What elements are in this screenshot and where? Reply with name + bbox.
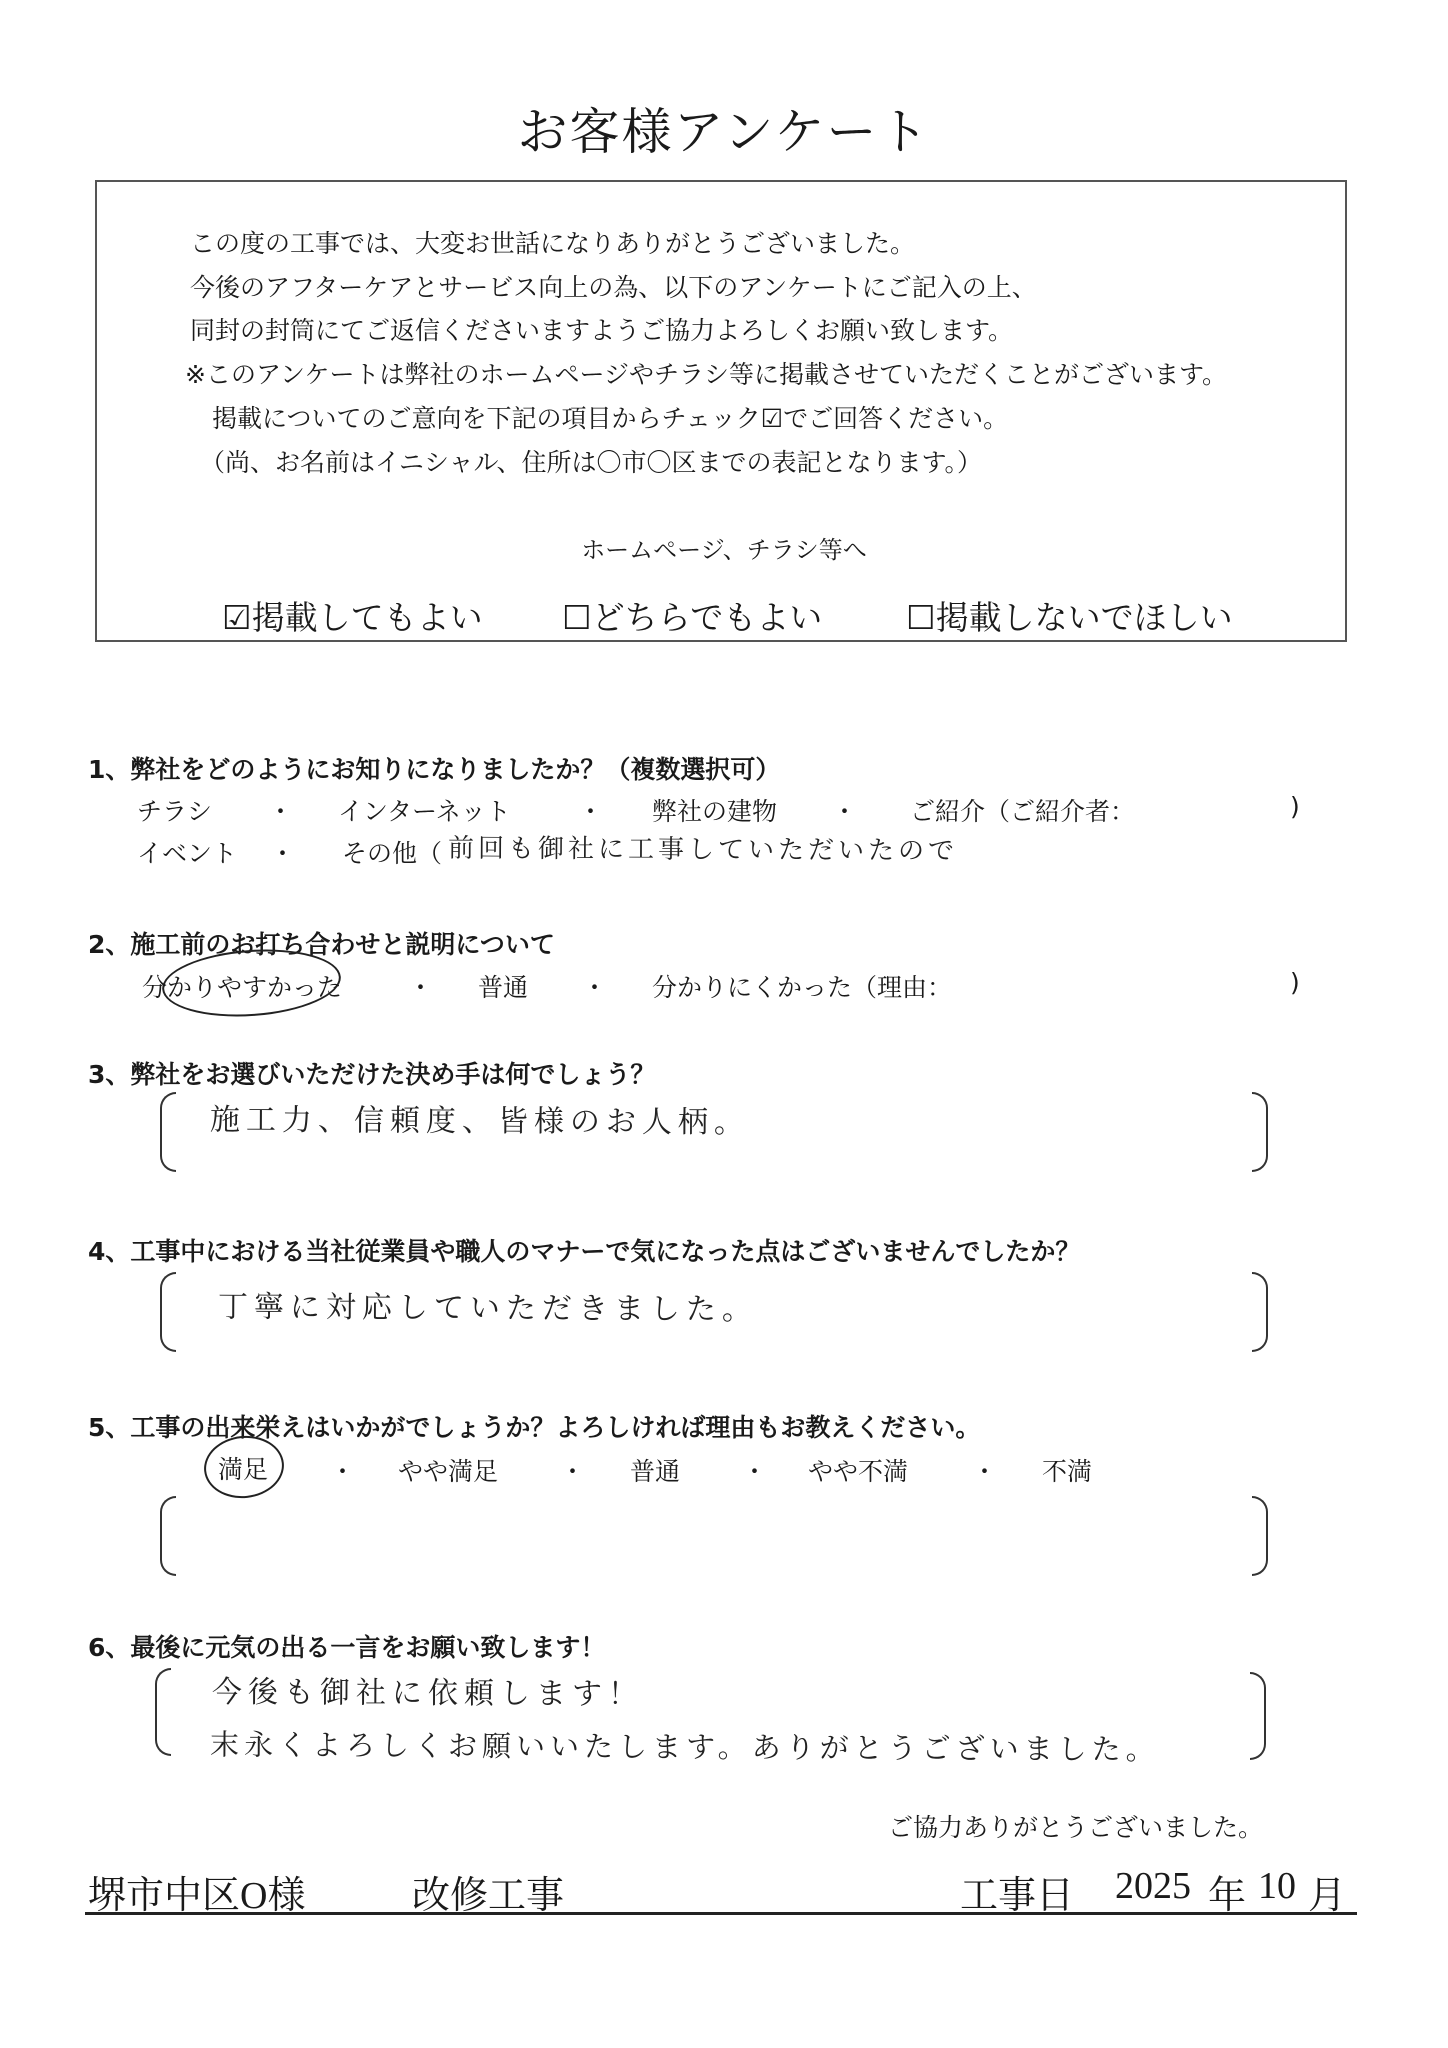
q5-option-dissatisfied[interactable]: 不満 [1042,1457,1093,1486]
q1-option-flyer[interactable]: チラシ [137,797,213,826]
intro-line: 今後のアフターケアとサービス向上の為、以下のアンケートにご記入の上、 [190,273,1037,302]
q1-option-internet[interactable]: インターネット [338,797,511,826]
question-2-title: 2、施工前のお打ち合わせと説明について [88,930,555,959]
intro-line: 同封の封筒にてご返信くださいますようご協力よろしくお願い致します。 [190,316,1014,345]
footer-year: 2025 [1115,1865,1191,1907]
intro-line: （尚、お名前はイニシャル、住所は〇市〇区までの表記となります。） [200,448,983,477]
q3-bracket-right [1252,1092,1268,1172]
thanks-text: ご協力ありがとうございました。 [888,1813,1264,1842]
q1-option-event[interactable]: イベント [137,839,238,868]
q4-bracket-right [1252,1272,1268,1352]
q1-handwritten-answer: 前回も御社に工事していただいたので [447,833,959,867]
q1-option-building[interactable]: 弊社の建物 [652,797,778,826]
q2-separator: ・ [582,973,608,1002]
q2-separator: ・ [408,973,434,1002]
question-6-title: 6、最後に元気の出る一言をお願い致します！ [88,1633,606,1662]
intro-line: この度の工事では、大変お世話になりありがとうございました。 [190,229,916,258]
q2-option-clear[interactable]: 分かりやすかった [142,973,343,1002]
question-5-title: 5、工事の出来栄えはいかがでしょうか？よろしければ理由もお教えください。 [88,1413,981,1442]
publication-option-allow[interactable]: ☑掲載してもよい [222,598,483,637]
footer-date-label: 工事日 [960,1875,1075,1917]
q5-bracket-left [160,1496,176,1576]
q5-separator: ・ [972,1457,998,1486]
footer-customer: 堺市中区O様 [88,1875,306,1917]
q6-bracket-left [155,1668,171,1756]
q2-option-unclear[interactable]: 分かりにくかった（理由： [652,973,953,1002]
q3-handwritten-answer: 施工力、信頼度、皆様のお人柄。 [209,1102,751,1141]
footer-month-unit: 月 [1308,1875,1347,1917]
publication-heading: ホームページ、チラシ等へ [581,536,867,564]
question-4-title: 4、工事中における当社従業員や職人のマナーで気になった点はございませんでしたか？ [88,1237,1081,1266]
q5-option-normal[interactable]: 普通 [630,1457,681,1486]
footer-work-type: 改修工事 [412,1875,565,1917]
q6-handwritten-line-2: 末永くよろしくお願いいたします。ありがとうございました。 [209,1727,1160,1767]
q3-bracket-left [160,1092,176,1172]
q6-handwritten-line-1: 今後も御社に依頼します！ [211,1674,645,1713]
question-1-title: 1、弊社をどのようにお知りになりましたか？（複数選択可） [88,755,781,784]
q2-reason-close: ) [1290,968,1300,997]
q1-separator: ・ [578,797,604,826]
page-title: お客様アンケート [517,103,931,161]
q4-handwritten-answer: 丁寧に対応していただきました。 [217,1289,759,1328]
q1-option-referral[interactable]: ご紹介（ご紹介者： [910,797,1136,826]
footer-year-unit: 年 [1208,1875,1247,1917]
footer-month: 10 [1258,1865,1296,1907]
q1-referral-close: ) [1290,792,1300,821]
q5-separator: ・ [330,1457,356,1486]
publication-option-deny[interactable]: ☐掲載しないでほしい [906,598,1233,637]
footer-underline [85,1912,1357,1915]
q5-bracket-right [1252,1496,1268,1576]
q1-separator: ・ [270,839,296,868]
q5-separator: ・ [742,1457,768,1486]
intro-line: 掲載についてのご意向を下記の項目からチェック☑でご回答ください。 [212,404,1009,433]
q2-option-normal[interactable]: 普通 [478,973,529,1002]
q5-option-somewhat-satisfied[interactable]: やや満足 [398,1457,499,1486]
q5-option-somewhat-dissatisfied[interactable]: やや不満 [808,1457,909,1486]
q5-separator: ・ [560,1457,586,1486]
q4-bracket-left [160,1272,176,1352]
publication-option-either[interactable]: ☐どちらでもよい [562,598,823,637]
question-3-title: 3、弊社をお選びいただけた決め手は何でしょう？ [88,1060,656,1089]
q5-option-satisfied[interactable]: 満足 [218,1455,269,1484]
q1-separator: ・ [268,797,294,826]
intro-line: ※このアンケートは弊社のホームページやチラシ等に掲載させていただくことがございます。 [185,360,1227,389]
q1-option-other[interactable]: その他（ [342,839,443,868]
q1-separator: ・ [832,797,858,826]
q6-bracket-right [1250,1672,1266,1760]
